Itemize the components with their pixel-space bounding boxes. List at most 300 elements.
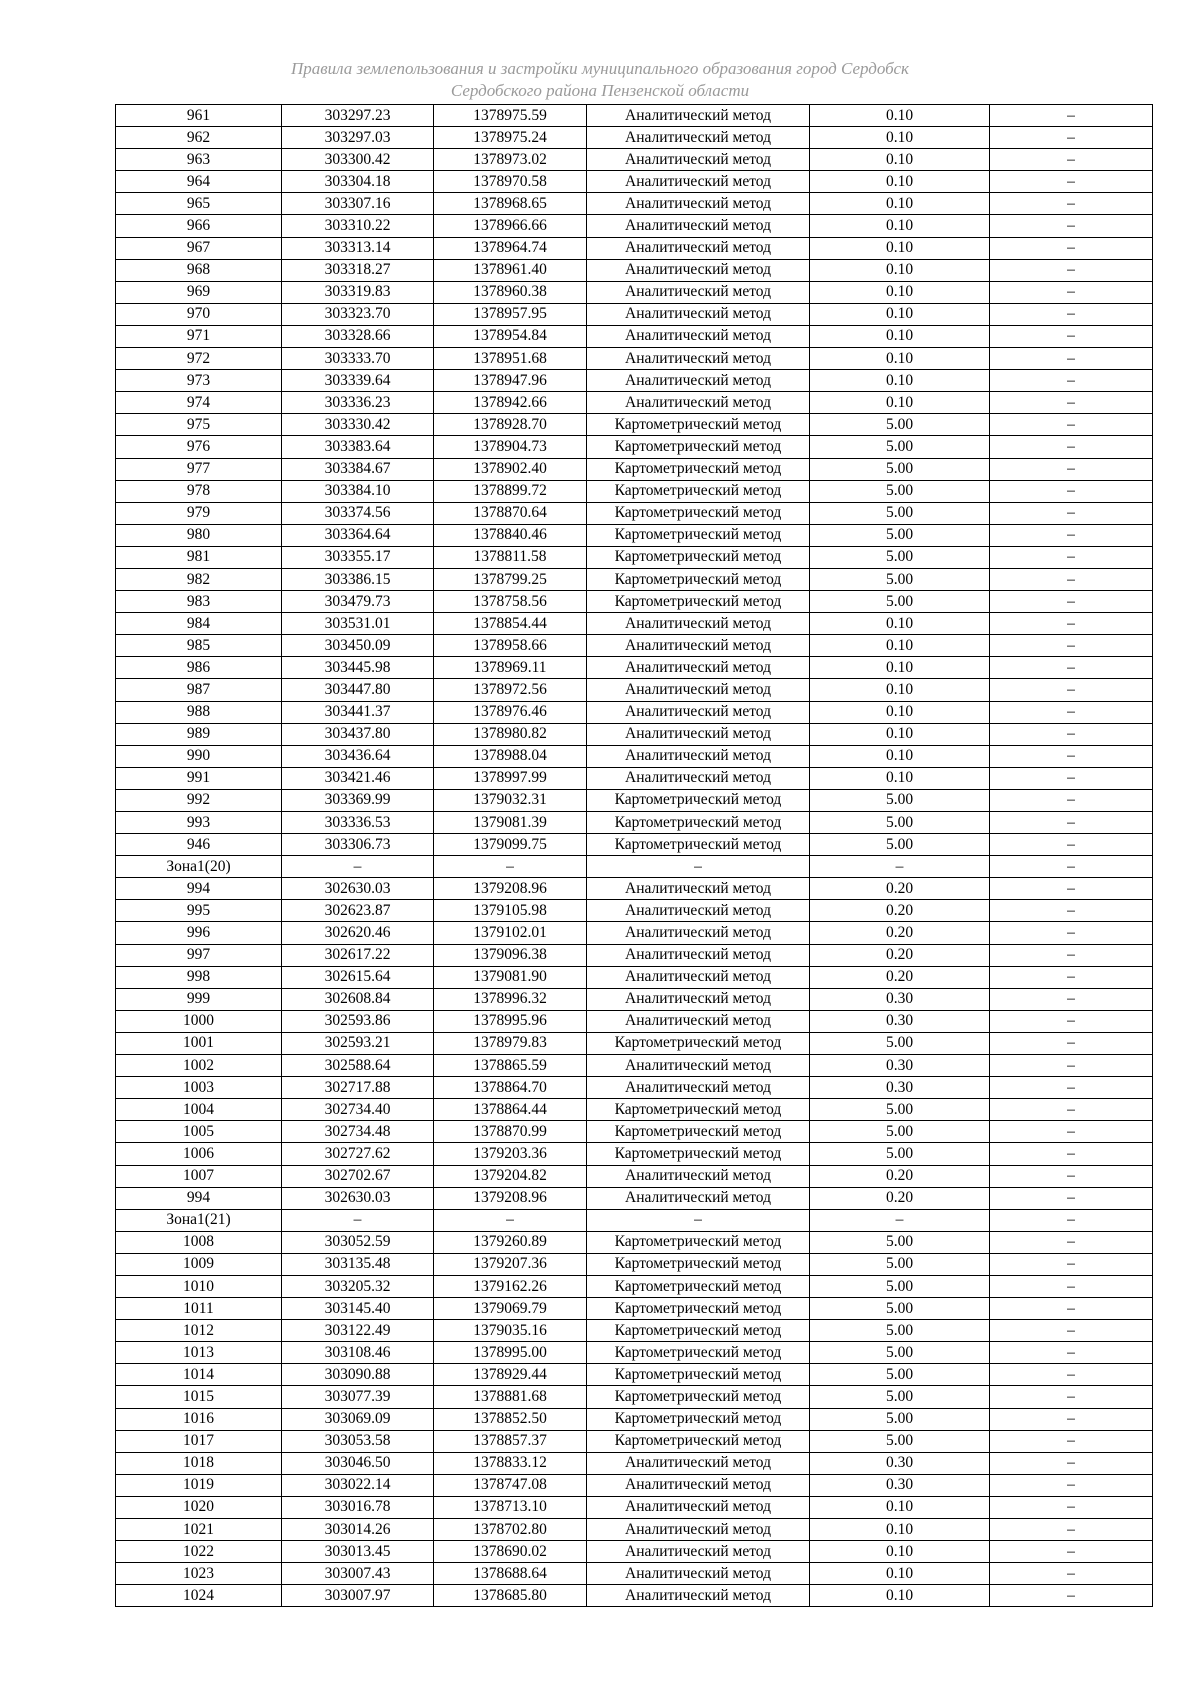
table-row	[116, 1320, 1153, 1342]
y-coordinate-cell: 1378988.04	[434, 745, 587, 767]
point-number-cell: 962	[116, 127, 282, 149]
note-cell: –	[990, 105, 1153, 127]
note-cell: –	[990, 414, 1153, 436]
accuracy-cell: 0.10	[810, 657, 990, 679]
y-coordinate-cell: 1379096.38	[434, 944, 587, 966]
accuracy-cell: 5.00	[810, 789, 990, 811]
y-coordinate-cell: 1378966.66	[434, 215, 587, 237]
point-number-cell: 1020	[116, 1496, 282, 1518]
accuracy-cell: 0.10	[810, 348, 990, 370]
method-cell: Аналитический метод	[587, 878, 810, 900]
accuracy-cell: 0.10	[810, 767, 990, 789]
x-coordinate-cell: 303437.80	[282, 723, 434, 745]
point-number-cell: 974	[116, 392, 282, 414]
accuracy-cell: 5.00	[810, 524, 990, 546]
y-coordinate-cell: 1379102.01	[434, 922, 587, 944]
note-cell: –	[990, 1519, 1153, 1541]
note-cell: –	[990, 657, 1153, 679]
page-header	[0, 58, 1200, 102]
point-number-cell: 1011	[116, 1298, 282, 1320]
point-number-cell: 1019	[116, 1474, 282, 1496]
note-cell: –	[990, 1231, 1153, 1253]
x-coordinate-cell: 303205.32	[282, 1275, 434, 1297]
method-cell: Аналитический метод	[587, 1474, 810, 1496]
table-row	[116, 1563, 1153, 1585]
point-number-cell: 985	[116, 635, 282, 657]
table-row	[116, 1386, 1153, 1408]
table-row	[116, 701, 1153, 723]
method-cell: Аналитический метод	[587, 723, 810, 745]
point-number-cell: 992	[116, 789, 282, 811]
accuracy-cell: 5.00	[810, 480, 990, 502]
point-number-cell: 990	[116, 745, 282, 767]
point-number-cell: 979	[116, 502, 282, 524]
accuracy-cell: –	[810, 1209, 990, 1231]
accuracy-cell: 0.10	[810, 127, 990, 149]
note-cell: –	[990, 303, 1153, 325]
y-coordinate-cell: 1379035.16	[434, 1320, 587, 1342]
x-coordinate-cell: 303046.50	[282, 1452, 434, 1474]
point-number-cell: Зона1(20)	[116, 856, 282, 878]
point-number-cell: 1007	[116, 1165, 282, 1187]
point-number-cell: 964	[116, 171, 282, 193]
table-row	[116, 502, 1153, 524]
y-coordinate-cell: 1379099.75	[434, 834, 587, 856]
point-number-cell: 1009	[116, 1253, 282, 1275]
accuracy-cell: 0.30	[810, 988, 990, 1010]
accuracy-cell: 5.00	[810, 1364, 990, 1386]
x-coordinate-cell: 303436.64	[282, 745, 434, 767]
method-cell: Аналитический метод	[587, 944, 810, 966]
method-cell: Картометрический метод	[587, 502, 810, 524]
x-coordinate-cell: 303307.16	[282, 193, 434, 215]
table-row	[116, 127, 1153, 149]
method-cell: Картометрический метод	[587, 812, 810, 834]
accuracy-cell: 5.00	[810, 1231, 990, 1253]
point-number-cell: 980	[116, 524, 282, 546]
note-cell: –	[990, 502, 1153, 524]
accuracy-cell: 0.10	[810, 325, 990, 347]
y-coordinate-cell: –	[434, 856, 587, 878]
table-row	[116, 1055, 1153, 1077]
y-coordinate-cell: 1378929.44	[434, 1364, 587, 1386]
method-cell: Аналитический метод	[587, 1165, 810, 1187]
method-cell: Аналитический метод	[587, 1496, 810, 1518]
accuracy-cell: 0.10	[810, 679, 990, 701]
y-coordinate-cell: 1379069.79	[434, 1298, 587, 1320]
y-coordinate-cell: 1378833.12	[434, 1452, 587, 1474]
note-cell: –	[990, 1474, 1153, 1496]
x-coordinate-cell: 302734.48	[282, 1121, 434, 1143]
method-cell: Картометрический метод	[587, 414, 810, 436]
point-number-cell: 963	[116, 149, 282, 171]
note-cell: –	[990, 745, 1153, 767]
accuracy-cell: 5.00	[810, 1032, 990, 1054]
x-coordinate-cell: 303421.46	[282, 767, 434, 789]
note-cell: –	[990, 1364, 1153, 1386]
y-coordinate-cell: 1378857.37	[434, 1430, 587, 1452]
table-row	[116, 1231, 1153, 1253]
note-cell: –	[990, 922, 1153, 944]
accuracy-cell: 5.00	[810, 1253, 990, 1275]
x-coordinate-cell: –	[282, 1209, 434, 1231]
x-coordinate-cell: 303318.27	[282, 259, 434, 281]
point-number-cell: 991	[116, 767, 282, 789]
y-coordinate-cell: 1379204.82	[434, 1165, 587, 1187]
note-cell: –	[990, 1342, 1153, 1364]
accuracy-cell: 0.10	[810, 1496, 990, 1518]
method-cell: Аналитический метод	[587, 149, 810, 171]
table-row	[116, 171, 1153, 193]
point-number-cell: 983	[116, 591, 282, 613]
x-coordinate-cell: 303016.78	[282, 1496, 434, 1518]
table-row	[116, 900, 1153, 922]
accuracy-cell: 0.10	[810, 303, 990, 325]
y-coordinate-cell: 1379260.89	[434, 1231, 587, 1253]
table-row	[116, 1474, 1153, 1496]
x-coordinate-cell: 303077.39	[282, 1386, 434, 1408]
y-coordinate-cell: 1379203.36	[434, 1143, 587, 1165]
point-number-cell: 978	[116, 480, 282, 502]
method-cell: –	[587, 856, 810, 878]
note-cell: –	[990, 1253, 1153, 1275]
point-number-cell: 1013	[116, 1342, 282, 1364]
point-number-cell: 965	[116, 193, 282, 215]
method-cell: Аналитический метод	[587, 1452, 810, 1474]
method-cell: Аналитический метод	[587, 127, 810, 149]
method-cell: Аналитический метод	[587, 303, 810, 325]
x-coordinate-cell: 303330.42	[282, 414, 434, 436]
accuracy-cell: 5.00	[810, 1430, 990, 1452]
y-coordinate-cell: 1379081.39	[434, 812, 587, 834]
method-cell: Аналитический метод	[587, 392, 810, 414]
table-row	[116, 856, 1153, 878]
method-cell: Аналитический метод	[587, 657, 810, 679]
table-row	[116, 834, 1153, 856]
y-coordinate-cell: 1378902.40	[434, 458, 587, 480]
y-coordinate-cell: 1378685.80	[434, 1585, 587, 1607]
accuracy-cell: 5.00	[810, 834, 990, 856]
table-row	[116, 1496, 1153, 1518]
x-coordinate-cell: 303007.43	[282, 1563, 434, 1585]
y-coordinate-cell: 1378975.24	[434, 127, 587, 149]
x-coordinate-cell: 303022.14	[282, 1474, 434, 1496]
x-coordinate-cell: 303374.56	[282, 502, 434, 524]
table-row	[116, 524, 1153, 546]
x-coordinate-cell: 303297.23	[282, 105, 434, 127]
y-coordinate-cell: 1378881.68	[434, 1386, 587, 1408]
accuracy-cell: 0.30	[810, 1055, 990, 1077]
accuracy-cell: 0.20	[810, 878, 990, 900]
point-number-cell: 946	[116, 834, 282, 856]
table-row	[116, 878, 1153, 900]
method-cell: Картометрический метод	[587, 1099, 810, 1121]
note-cell: –	[990, 856, 1153, 878]
method-cell: Аналитический метод	[587, 613, 810, 635]
x-coordinate-cell: 303313.14	[282, 237, 434, 259]
accuracy-cell: 0.10	[810, 1563, 990, 1585]
table-row	[116, 1209, 1153, 1231]
x-coordinate-cell: 303108.46	[282, 1342, 434, 1364]
note-cell: –	[990, 171, 1153, 193]
x-coordinate-cell: 302608.84	[282, 988, 434, 1010]
table-row	[116, 789, 1153, 811]
x-coordinate-cell: 303090.88	[282, 1364, 434, 1386]
x-coordinate-cell: 302615.64	[282, 966, 434, 988]
accuracy-cell: 0.20	[810, 900, 990, 922]
note-cell: –	[990, 1077, 1153, 1099]
method-cell: Аналитический метод	[587, 281, 810, 303]
accuracy-cell: 0.20	[810, 1187, 990, 1209]
method-cell: Аналитический метод	[587, 215, 810, 237]
point-number-cell: 1008	[116, 1231, 282, 1253]
x-coordinate-cell: 303333.70	[282, 348, 434, 370]
table-row	[116, 1010, 1153, 1032]
point-number-cell: 968	[116, 259, 282, 281]
table-row	[116, 1364, 1153, 1386]
method-cell: Аналитический метод	[587, 1077, 810, 1099]
y-coordinate-cell: 1378864.70	[434, 1077, 587, 1099]
point-number-cell: 1017	[116, 1430, 282, 1452]
x-coordinate-cell: 303384.67	[282, 458, 434, 480]
x-coordinate-cell: 303531.01	[282, 613, 434, 635]
table-row	[116, 1408, 1153, 1430]
note-cell: –	[990, 1563, 1153, 1585]
method-cell: Картометрический метод	[587, 436, 810, 458]
y-coordinate-cell: 1378995.96	[434, 1010, 587, 1032]
accuracy-cell: 5.00	[810, 1275, 990, 1297]
note-cell: –	[990, 1298, 1153, 1320]
x-coordinate-cell: 303384.10	[282, 480, 434, 502]
accuracy-cell: 0.20	[810, 1165, 990, 1187]
method-cell: Аналитический метод	[587, 1010, 810, 1032]
point-number-cell: 988	[116, 701, 282, 723]
point-number-cell: 995	[116, 900, 282, 922]
accuracy-cell: 0.10	[810, 193, 990, 215]
table-row	[116, 966, 1153, 988]
point-number-cell: 1022	[116, 1541, 282, 1563]
accuracy-cell: 0.10	[810, 1585, 990, 1607]
accuracy-cell: 0.20	[810, 966, 990, 988]
table-row	[116, 745, 1153, 767]
note-cell: –	[990, 325, 1153, 347]
note-cell: –	[990, 1452, 1153, 1474]
table-row	[116, 635, 1153, 657]
note-cell: –	[990, 1121, 1153, 1143]
method-cell: Картометрический метод	[587, 1231, 810, 1253]
point-number-cell: 1018	[116, 1452, 282, 1474]
method-cell: Картометрический метод	[587, 1364, 810, 1386]
y-coordinate-cell: 1378870.99	[434, 1121, 587, 1143]
table-row	[116, 325, 1153, 347]
point-number-cell: 1006	[116, 1143, 282, 1165]
accuracy-cell: 0.10	[810, 105, 990, 127]
table-row	[116, 944, 1153, 966]
y-coordinate-cell: 1378864.44	[434, 1099, 587, 1121]
table-row	[116, 812, 1153, 834]
method-cell: Аналитический метод	[587, 988, 810, 1010]
x-coordinate-cell: 302617.22	[282, 944, 434, 966]
accuracy-cell: 0.30	[810, 1010, 990, 1032]
x-coordinate-cell: 302620.46	[282, 922, 434, 944]
table-row	[116, 988, 1153, 1010]
method-cell: Картометрический метод	[587, 1408, 810, 1430]
x-coordinate-cell: 302734.40	[282, 1099, 434, 1121]
method-cell: Картометрический метод	[587, 1320, 810, 1342]
point-number-cell: 1004	[116, 1099, 282, 1121]
y-coordinate-cell: 1378957.95	[434, 303, 587, 325]
y-coordinate-cell: 1378979.83	[434, 1032, 587, 1054]
table-row	[116, 1275, 1153, 1297]
accuracy-cell: 0.30	[810, 1452, 990, 1474]
point-number-cell: 982	[116, 568, 282, 590]
y-coordinate-cell: 1378811.58	[434, 546, 587, 568]
note-cell: –	[990, 966, 1153, 988]
note-cell: –	[990, 1320, 1153, 1342]
y-coordinate-cell: 1379208.96	[434, 1187, 587, 1209]
y-coordinate-cell: 1378972.56	[434, 679, 587, 701]
method-cell: Аналитический метод	[587, 679, 810, 701]
accuracy-cell: 0.10	[810, 723, 990, 745]
x-coordinate-cell: 303014.26	[282, 1519, 434, 1541]
method-cell: Картометрический метод	[587, 1253, 810, 1275]
y-coordinate-cell: 1378997.99	[434, 767, 587, 789]
y-coordinate-cell: 1378840.46	[434, 524, 587, 546]
x-coordinate-cell: 303007.97	[282, 1585, 434, 1607]
method-cell: Аналитический метод	[587, 635, 810, 657]
table-row	[116, 1430, 1153, 1452]
point-number-cell: 1015	[116, 1386, 282, 1408]
header-line-1: Правила землепользования и застройки муниципального образования город Сердобск	[290, 59, 909, 78]
x-coordinate-cell: 303386.15	[282, 568, 434, 590]
method-cell: Картометрический метод	[587, 834, 810, 856]
table-row	[116, 193, 1153, 215]
y-coordinate-cell: 1378690.02	[434, 1541, 587, 1563]
note-cell: –	[990, 1010, 1153, 1032]
method-cell: Аналитический метод	[587, 348, 810, 370]
y-coordinate-cell: 1378870.64	[434, 502, 587, 524]
method-cell: Аналитический метод	[587, 1187, 810, 1209]
table-row	[116, 657, 1153, 679]
x-coordinate-cell: 302702.67	[282, 1165, 434, 1187]
y-coordinate-cell: 1378975.59	[434, 105, 587, 127]
x-coordinate-cell: 303310.22	[282, 215, 434, 237]
x-coordinate-cell: 302630.03	[282, 878, 434, 900]
point-number-cell: 975	[116, 414, 282, 436]
x-coordinate-cell: 303355.17	[282, 546, 434, 568]
point-number-cell: 1005	[116, 1121, 282, 1143]
note-cell: –	[990, 812, 1153, 834]
accuracy-cell: 0.10	[810, 701, 990, 723]
accuracy-cell: 5.00	[810, 1386, 990, 1408]
accuracy-cell: 0.20	[810, 922, 990, 944]
note-cell: –	[990, 944, 1153, 966]
accuracy-cell: 0.20	[810, 944, 990, 966]
accuracy-cell: 0.10	[810, 1519, 990, 1541]
table-row	[116, 370, 1153, 392]
note-cell: –	[990, 1408, 1153, 1430]
table-row	[116, 1077, 1153, 1099]
y-coordinate-cell: –	[434, 1209, 587, 1231]
accuracy-cell: 5.00	[810, 568, 990, 590]
accuracy-cell: 5.00	[810, 502, 990, 524]
note-cell: –	[990, 723, 1153, 745]
accuracy-cell: 0.10	[810, 215, 990, 237]
y-coordinate-cell: 1378996.32	[434, 988, 587, 1010]
point-number-cell: 986	[116, 657, 282, 679]
accuracy-cell: –	[810, 856, 990, 878]
table-row	[116, 1541, 1153, 1563]
x-coordinate-cell: 302630.03	[282, 1187, 434, 1209]
method-cell: Аналитический метод	[587, 1055, 810, 1077]
x-coordinate-cell: 303052.59	[282, 1231, 434, 1253]
x-coordinate-cell: 303479.73	[282, 591, 434, 613]
x-coordinate-cell: 303336.23	[282, 392, 434, 414]
note-cell: –	[990, 1585, 1153, 1607]
point-number-cell: 1023	[116, 1563, 282, 1585]
y-coordinate-cell: 1379105.98	[434, 900, 587, 922]
point-number-cell: 994	[116, 1187, 282, 1209]
y-coordinate-cell: 1378899.72	[434, 480, 587, 502]
method-cell: Аналитический метод	[587, 1519, 810, 1541]
method-cell: Аналитический метод	[587, 1541, 810, 1563]
point-number-cell: 987	[116, 679, 282, 701]
table-row	[116, 1099, 1153, 1121]
accuracy-cell: 5.00	[810, 1320, 990, 1342]
accuracy-cell: 0.10	[810, 613, 990, 635]
method-cell: Аналитический метод	[587, 105, 810, 127]
x-coordinate-cell: 303145.40	[282, 1298, 434, 1320]
note-cell: –	[990, 1496, 1153, 1518]
table-row	[116, 392, 1153, 414]
x-coordinate-cell: 303323.70	[282, 303, 434, 325]
y-coordinate-cell: 1378961.40	[434, 259, 587, 281]
table-row	[116, 215, 1153, 237]
x-coordinate-cell: –	[282, 856, 434, 878]
coordinates-table	[115, 104, 1153, 1607]
x-coordinate-cell: 303300.42	[282, 149, 434, 171]
accuracy-cell: 0.10	[810, 149, 990, 171]
point-number-cell: 966	[116, 215, 282, 237]
note-cell: –	[990, 193, 1153, 215]
table-row	[116, 546, 1153, 568]
method-cell: Картометрический метод	[587, 458, 810, 480]
point-number-cell: 969	[116, 281, 282, 303]
y-coordinate-cell: 1379162.26	[434, 1275, 587, 1297]
method-cell: Картометрический метод	[587, 591, 810, 613]
x-coordinate-cell: 303319.83	[282, 281, 434, 303]
x-coordinate-cell: 303306.73	[282, 834, 434, 856]
y-coordinate-cell: 1378951.68	[434, 348, 587, 370]
table-row	[116, 613, 1153, 635]
accuracy-cell: 5.00	[810, 1342, 990, 1364]
note-cell: –	[990, 613, 1153, 635]
accuracy-cell: 0.30	[810, 1474, 990, 1496]
method-cell: Картометрический метод	[587, 1143, 810, 1165]
x-coordinate-cell: 303450.09	[282, 635, 434, 657]
y-coordinate-cell: 1378688.64	[434, 1563, 587, 1585]
note-cell: –	[990, 591, 1153, 613]
note-cell: –	[990, 1386, 1153, 1408]
point-number-cell: 1001	[116, 1032, 282, 1054]
accuracy-cell: 5.00	[810, 1408, 990, 1430]
table-row	[116, 591, 1153, 613]
method-cell: Картометрический метод	[587, 1032, 810, 1054]
point-number-cell: 970	[116, 303, 282, 325]
note-cell: –	[990, 546, 1153, 568]
y-coordinate-cell: 1378980.82	[434, 723, 587, 745]
x-coordinate-cell: 302727.62	[282, 1143, 434, 1165]
